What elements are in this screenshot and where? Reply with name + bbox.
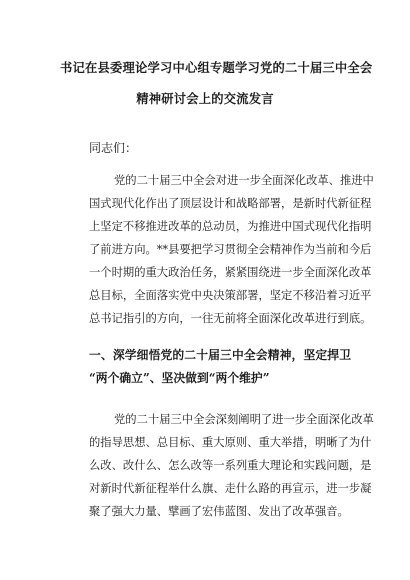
paragraph-2-line: 的指导思想、总目标、重大原则、重大举措，明晰了为什 xyxy=(89,436,372,449)
section-heading-line-2: “两个确立”、坚决做到“两个维护” xyxy=(89,371,270,385)
paragraph-2-line: 党的二十届三中全会深刻阐明了进一步全面深化改革 xyxy=(114,413,374,426)
paragraph-1-line: 上坚定不移推进改革的总动员，为推进中国式现代化指明 xyxy=(89,220,372,233)
greeting: 同志们： xyxy=(89,141,138,155)
paragraph-1-line: 总目标，全面落实党中央决策部署，坚定不移沿着习近平 xyxy=(89,289,372,302)
document-title-line-2: 精神研讨会上的交流发言 xyxy=(136,91,274,106)
section-heading-line-1: 一、深学细悟党的二十届三中全会精神，坚定捍卫 xyxy=(89,348,351,362)
paragraph-1-line: 了前进方向。**县要把学习贯彻全会精神作为当前和今后 xyxy=(89,243,372,256)
paragraph-1-line: 党的二十届三中全会对进一步全面深化改革、推进中 xyxy=(114,174,374,187)
paragraph-1-line: 国式现代化作出了顶层设计和战略部署，是新时代新征程 xyxy=(89,197,372,210)
paragraph-2-line: 么改、改什么、怎么改等一系列重大理论和实践问题，是 xyxy=(89,459,372,472)
paragraph-2-line: 对新时代新征程举什么旗、走什么路的再宣示，进一步凝 xyxy=(89,482,372,495)
paragraph-1-line: 总书记指引的方向，一往无前将全面深化改革进行到底。 xyxy=(89,312,372,325)
document-title-line-1: 书记在县委理论学习中心组专题学习党的二十届三中全会 xyxy=(60,60,373,75)
paragraph-1-line: 一个时期的重大政治任务，紧紧围绕进一步全面深化改革 xyxy=(89,266,372,279)
paragraph-2-line: 聚了强大力量、擘画了宏伟蓝图、发出了改革强音。 xyxy=(89,505,349,518)
